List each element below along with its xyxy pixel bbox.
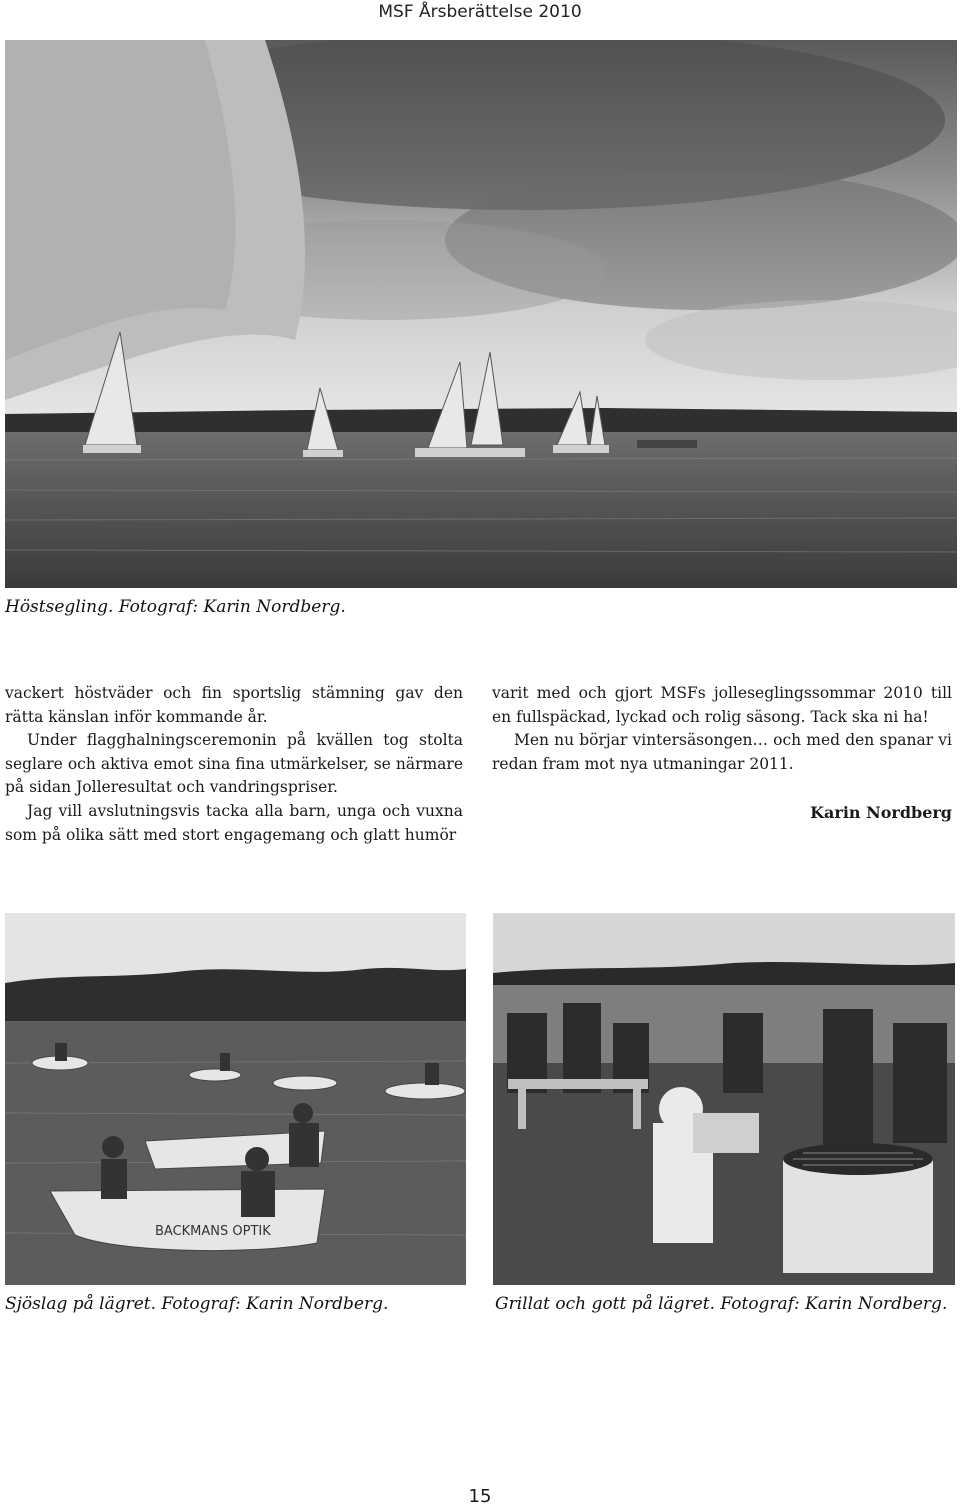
article-paragraph: varit med och gjort MSFs jolleseglingssommar 2010 till en fullspäckad, lyckad och rolig säsong. Tack ska ni ha! — [492, 684, 952, 726]
article-paragraph: Jag vill avslutningsvis tacka alla barn, unga och vuxna som på olika sätt med stort engagemang och glatt humör — [5, 801, 463, 844]
boat-lettering: BACKMANS OPTIK — [155, 1224, 271, 1239]
top-photo-caption: Höstsegling. Fotograf: Karin Nordberg. — [5, 597, 346, 617]
article-left-column — [5, 682, 463, 847]
grill-photo — [493, 913, 955, 1285]
article-paragraph: Under flagghalningsceremonin på kvällen tog stolta seglare och aktiva emot sina fina utmärkelser, se närmare på sidan Jolleresultat och vandringspriser. — [5, 731, 463, 797]
sea-battle-caption: Sjöslag på lägret. Fotograf: Karin Nordberg. — [5, 1294, 389, 1314]
article-paragraph: vackert höstväder och fin sportslig stämning gav den rätta känslan inför kommande år. — [5, 684, 463, 726]
article-right-column — [492, 682, 952, 776]
page-number: 15 — [468, 1486, 492, 1507]
grill-caption: Grillat och gott på lägret. Fotograf: Karin Nordberg. — [495, 1294, 948, 1314]
page-header: MSF Årsberättelse 2010 — [378, 2, 582, 22]
sea-battle-photo — [5, 913, 466, 1285]
sailing-photo — [5, 40, 957, 588]
article-paragraph: Men nu börjar vintersäsongen… och med den spanar vi redan fram mot nya utmaningar 2011. — [492, 731, 952, 773]
article-signature: Karin Nordberg — [810, 803, 952, 822]
